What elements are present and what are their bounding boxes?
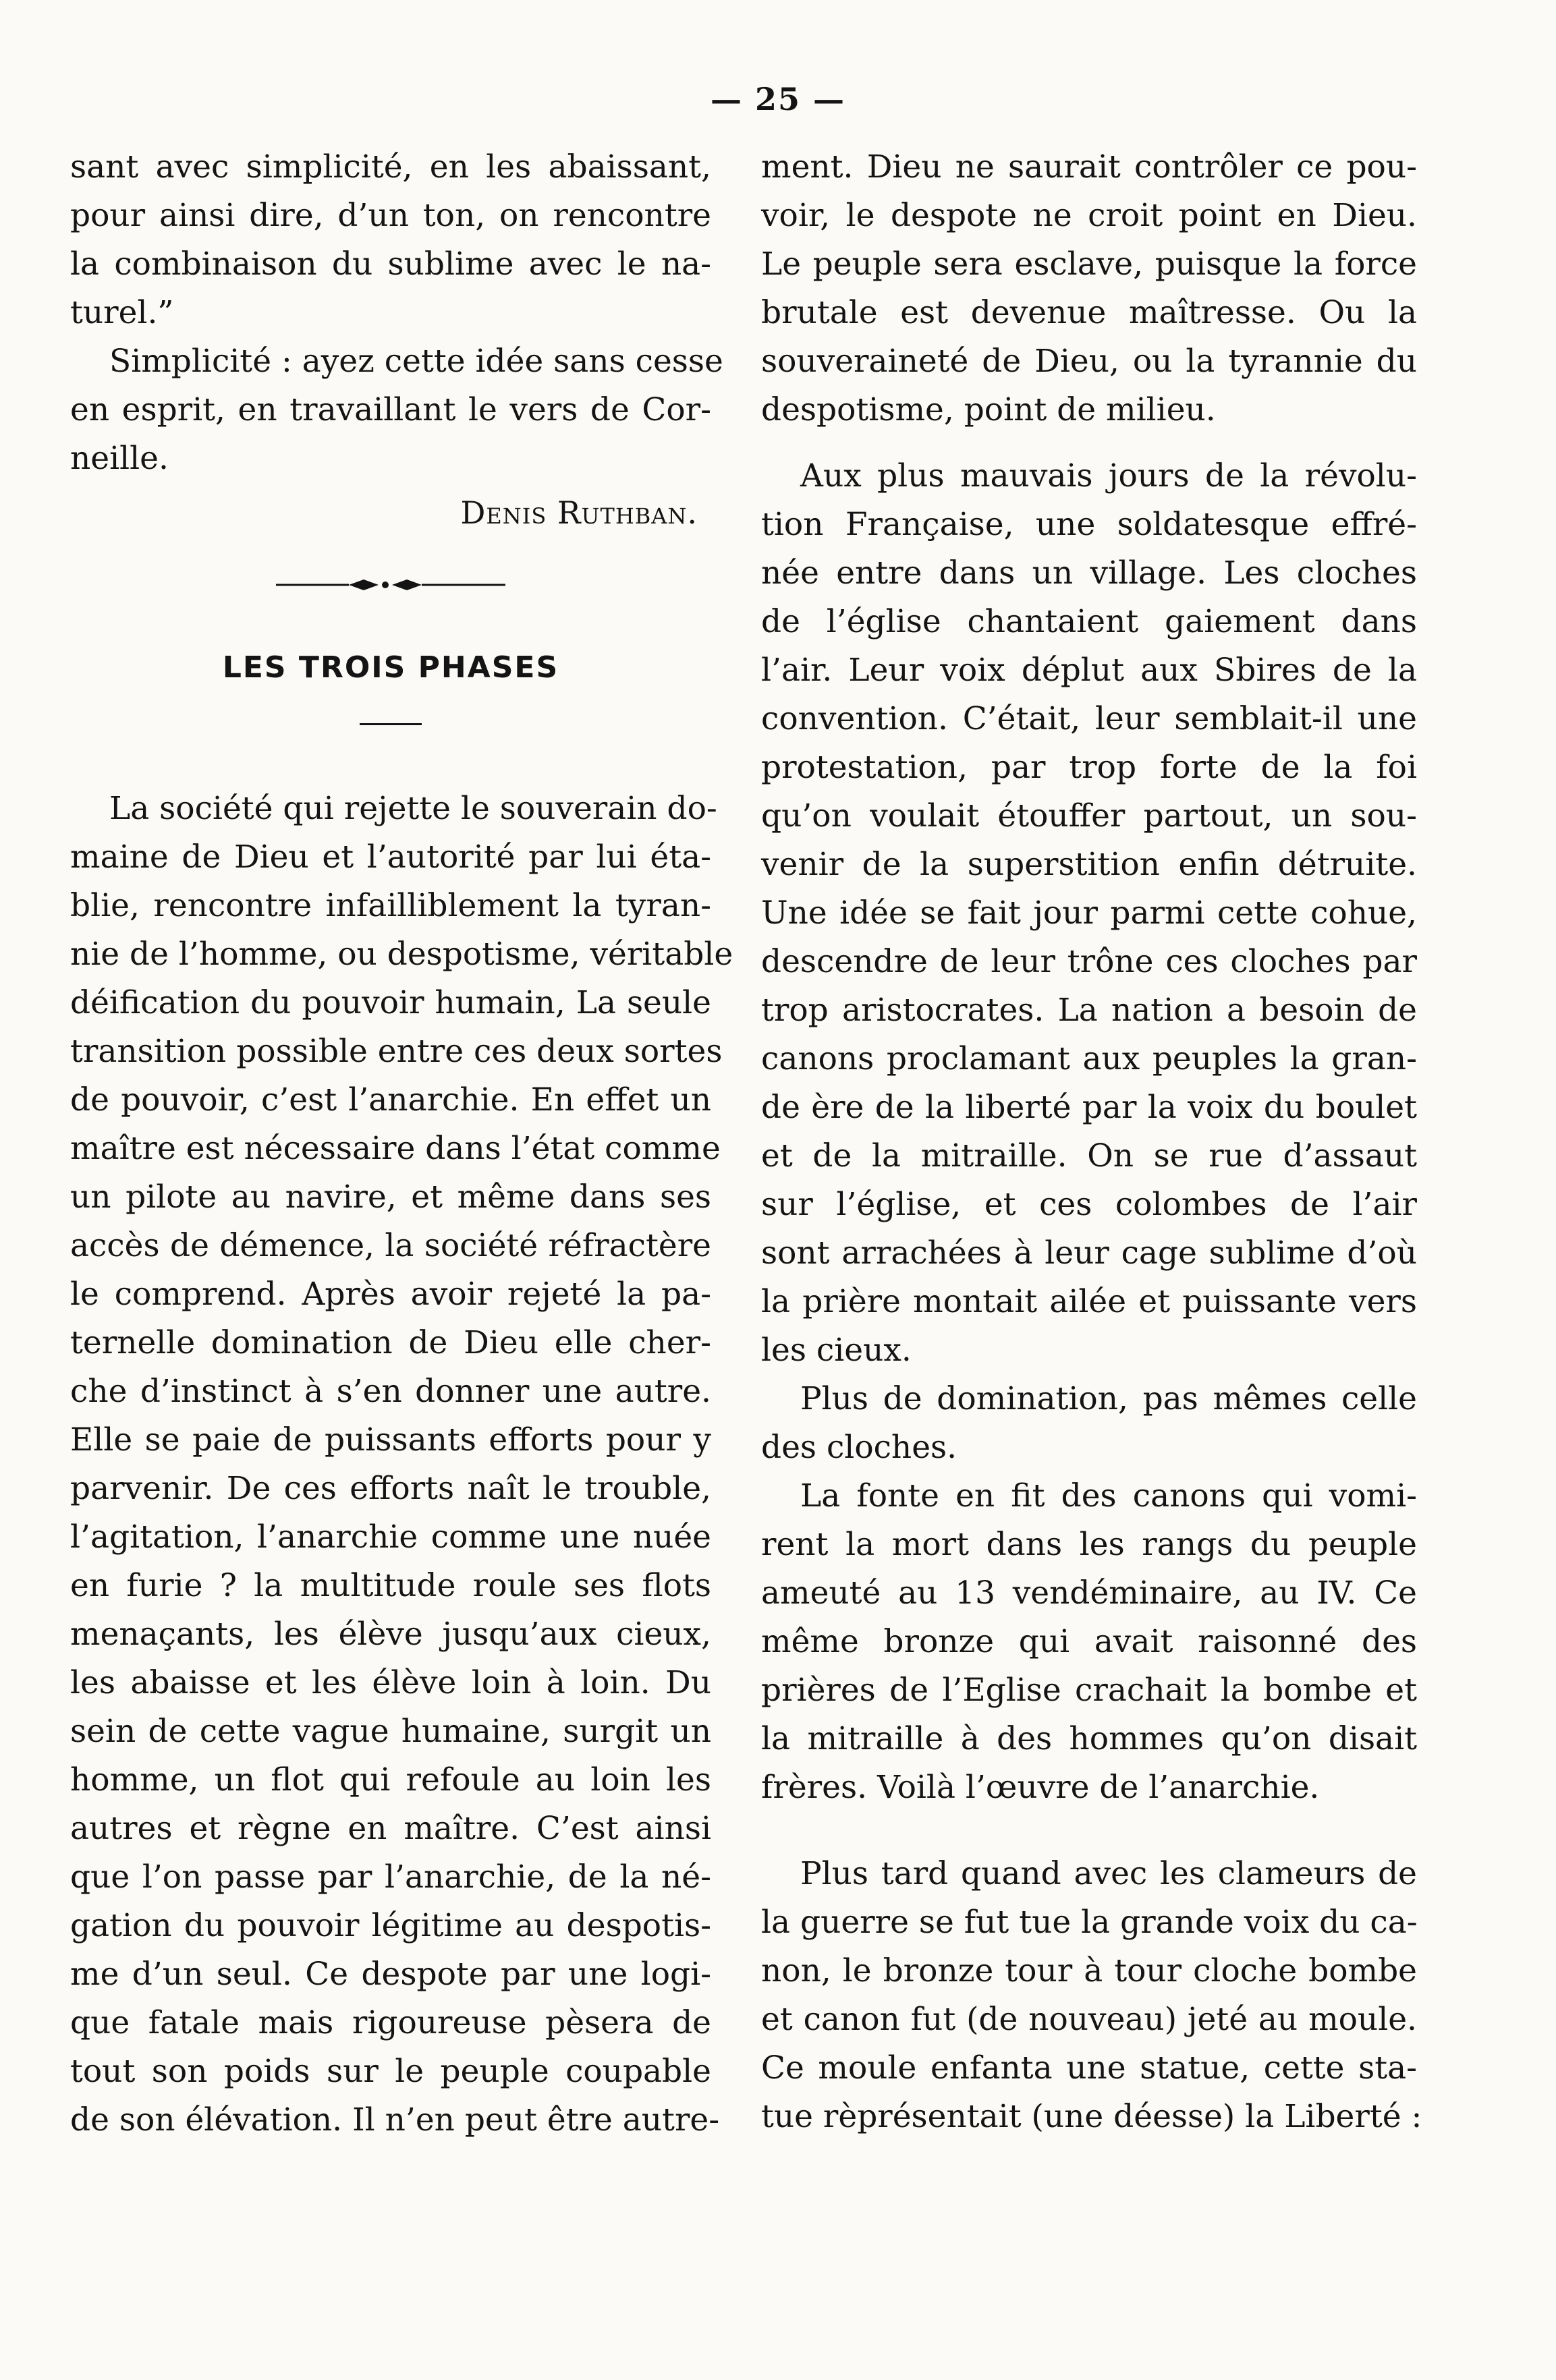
text-line: autres et règne en maître. C’est ainsi xyxy=(70,1810,711,1847)
text-line: déification du pouvoir humain, La seule xyxy=(70,984,711,1021)
text-line: nie de l’homme, ou despotisme, véritable xyxy=(70,936,733,973)
text-line: un pilote au navire, et même dans ses xyxy=(70,1179,711,1216)
text-line: rent la mort dans les rangs du peuple xyxy=(761,1526,1417,1563)
text-line: tue rèprésentait (une déesse) la Liberté : xyxy=(761,2098,1422,2135)
text-line: convention. C’était, leur semblait-il une xyxy=(761,700,1417,737)
text-line: gation du pouvoir légitime au despotis- xyxy=(70,1907,711,1944)
text-line: ameuté au 13 vendéminaire, au IV. Ce xyxy=(761,1575,1417,1612)
text-line: despotisme, point de milieu. xyxy=(761,391,1216,428)
text-line: neille. xyxy=(70,440,169,477)
text-line: de ère de la liberté par la voix du boulet xyxy=(761,1089,1417,1126)
text-line: Plus de domination, pas mêmes celle xyxy=(800,1380,1417,1417)
text-line: et canon fut (de nouveau) jeté au moule. xyxy=(761,2001,1417,2038)
text-line: de l’église chantaient gaiement dans xyxy=(761,603,1417,640)
text-line: parvenir. De ces efforts naît le trouble, xyxy=(70,1470,711,1507)
text-line: souveraineté de Dieu, ou la tyrannie du xyxy=(761,343,1417,380)
text-line: canons proclamant aux peuples la gran- xyxy=(761,1040,1417,1077)
paragraph-domination xyxy=(761,1375,1417,1472)
paragraph-revolution xyxy=(761,452,1417,1375)
text-line: la guerre se fut tue la grande voix du ca- xyxy=(761,1904,1418,1941)
text-line: non, le bronze tour à tour cloche bombe xyxy=(761,1952,1417,1989)
text-line: Le peuple sera esclave, puisque la force xyxy=(761,246,1417,283)
text-line: protestation, par trop forte de la foi xyxy=(761,749,1417,786)
text-line: même bronze qui avait raisonné des xyxy=(761,1623,1417,1660)
text-line: prières de l’Eglise crachait la bombe et xyxy=(761,1672,1417,1709)
left-column xyxy=(70,143,733,2145)
text-line: la prière montait ailée et puissante vers xyxy=(761,1283,1417,1320)
text-line: Ce moule enfanta une statue, cette sta- xyxy=(761,2049,1417,2087)
text-line: les abaisse et les élève loin à loin. Du xyxy=(70,1664,711,1701)
text-line: sur l’église, et ces colombes de l’air xyxy=(761,1186,1417,1223)
text-line: la mitraille à des hommes qu’on disait xyxy=(761,1720,1417,1757)
text-line: che d’instinct à s’en donner une autre. xyxy=(70,1373,711,1410)
paragraph-plus-tard xyxy=(761,1850,1422,2141)
text-line: née entre dans un village. Les cloches xyxy=(761,555,1417,592)
paragraph-simplicite xyxy=(70,337,723,483)
text-line: homme, un flot qui refoule au loin les xyxy=(70,1761,711,1798)
title-rule xyxy=(360,723,422,725)
text-line: Une idée se fait jour parmi cette cohue, xyxy=(761,895,1417,932)
right-column xyxy=(761,143,1422,2141)
text-line: trop aristocrates. La nation a besoin de xyxy=(761,992,1417,1029)
text-line: ment. Dieu ne saurait contrôler ce pou- xyxy=(761,148,1417,186)
text-line: maine de Dieu et l’autorité par lui éta- xyxy=(70,839,711,876)
text-line: l’agitation, l’anarchie comme une nuée xyxy=(70,1519,711,1556)
paragraph-gap xyxy=(761,434,1417,452)
text-line: turel.” xyxy=(70,294,174,331)
text-line: de son élévation. Il n’en peut être autre- xyxy=(70,2101,720,2138)
section-title: LES TROIS PHASES xyxy=(222,650,559,685)
text-line: Aux plus mauvais jours de la révolu- xyxy=(800,457,1417,494)
text-line: frères. Voilà l’œuvre de l’anarchie. xyxy=(761,1769,1320,1806)
text-line: en furie ? la multitude roule ses flots xyxy=(70,1567,711,1604)
text-line: Elle se paie de puissants efforts pour y xyxy=(70,1421,711,1458)
page-number: — 25 — xyxy=(710,81,846,117)
text-line: voir, le despote ne croit point en Dieu. xyxy=(761,197,1417,234)
paragraph-societe xyxy=(70,785,733,2145)
text-line: sont arrachées à leur cage sublime d’où xyxy=(761,1235,1417,1272)
author-signature: Denis Ruthban. xyxy=(460,494,698,531)
text-line: qu’on voulait étouffer partout, un sou- xyxy=(761,797,1417,834)
text-line: blie, rencontre infailliblement la tyran- xyxy=(70,887,711,924)
text-line: l’air. Leur voix déplut aux Sbires de la xyxy=(761,652,1417,689)
text-line: descendre de leur trône ces cloches par xyxy=(761,943,1417,980)
text-line: accès de démence, la société réfractère xyxy=(70,1227,711,1264)
text-line: les cieux. xyxy=(761,1332,912,1369)
ornament-divider-icon xyxy=(269,571,512,598)
text-line: sein de cette vague humaine, surgit un xyxy=(70,1713,711,1750)
text-line: le comprend. Après avoir rejeté la pa- xyxy=(70,1276,711,1313)
text-line: transition possible entre ces deux sortes xyxy=(70,1033,723,1070)
text-line: tout son poids sur le peuple coupable xyxy=(70,2053,711,2090)
text-line: brutale est devenue maîtresse. Ou la xyxy=(761,294,1417,331)
ornament-divider xyxy=(70,564,711,611)
text-line: tion Française, une soldatesque effré- xyxy=(761,506,1417,543)
text-line: en esprit, en travaillant le vers de Cor- xyxy=(70,391,711,428)
text-line: que l’on passe par l’anarchie, de la né- xyxy=(70,1859,711,1896)
text-line: La fonte en fit des canons qui vomi- xyxy=(800,1477,1417,1514)
text-line: La société qui rejette le souverain do- xyxy=(109,790,717,827)
text-line: que fatale mais rigoureuse pèsera de xyxy=(70,2004,711,2041)
text-line: ternelle domination de Dieu elle cher- xyxy=(70,1324,711,1361)
text-line: me d’un seul. Ce despote par une logi- xyxy=(70,1956,711,1993)
text-line: pour ainsi dire, d’un ton, on rencontre xyxy=(70,197,711,234)
text-line: maître est nécessaire dans l’état comme xyxy=(70,1130,721,1167)
paragraph-continuation xyxy=(70,143,711,337)
text-line: Simplicité : ayez cette idée sans cesse xyxy=(109,343,723,380)
text-line: venir de la superstition enfin détruite. xyxy=(761,846,1417,883)
text-line: la combinaison du sublime avec le na- xyxy=(70,246,711,283)
text-line: menaçants, les élève jusqu’aux cieux, xyxy=(70,1616,711,1653)
paragraph-gap xyxy=(761,1812,1417,1850)
text-line: et de la mitraille. On se rue d’assaut xyxy=(761,1137,1417,1174)
paragraph-continuation-right xyxy=(761,143,1417,434)
text-line: des cloches. xyxy=(761,1429,957,1466)
text-line: sant avec simplicité, en les abaissant, xyxy=(70,148,711,186)
text-line: Plus tard quand avec les clameurs de xyxy=(800,1855,1417,1892)
text-line: de pouvoir, c’est l’anarchie. En effet un xyxy=(70,1081,711,1118)
paragraph-fonte xyxy=(761,1472,1417,1812)
